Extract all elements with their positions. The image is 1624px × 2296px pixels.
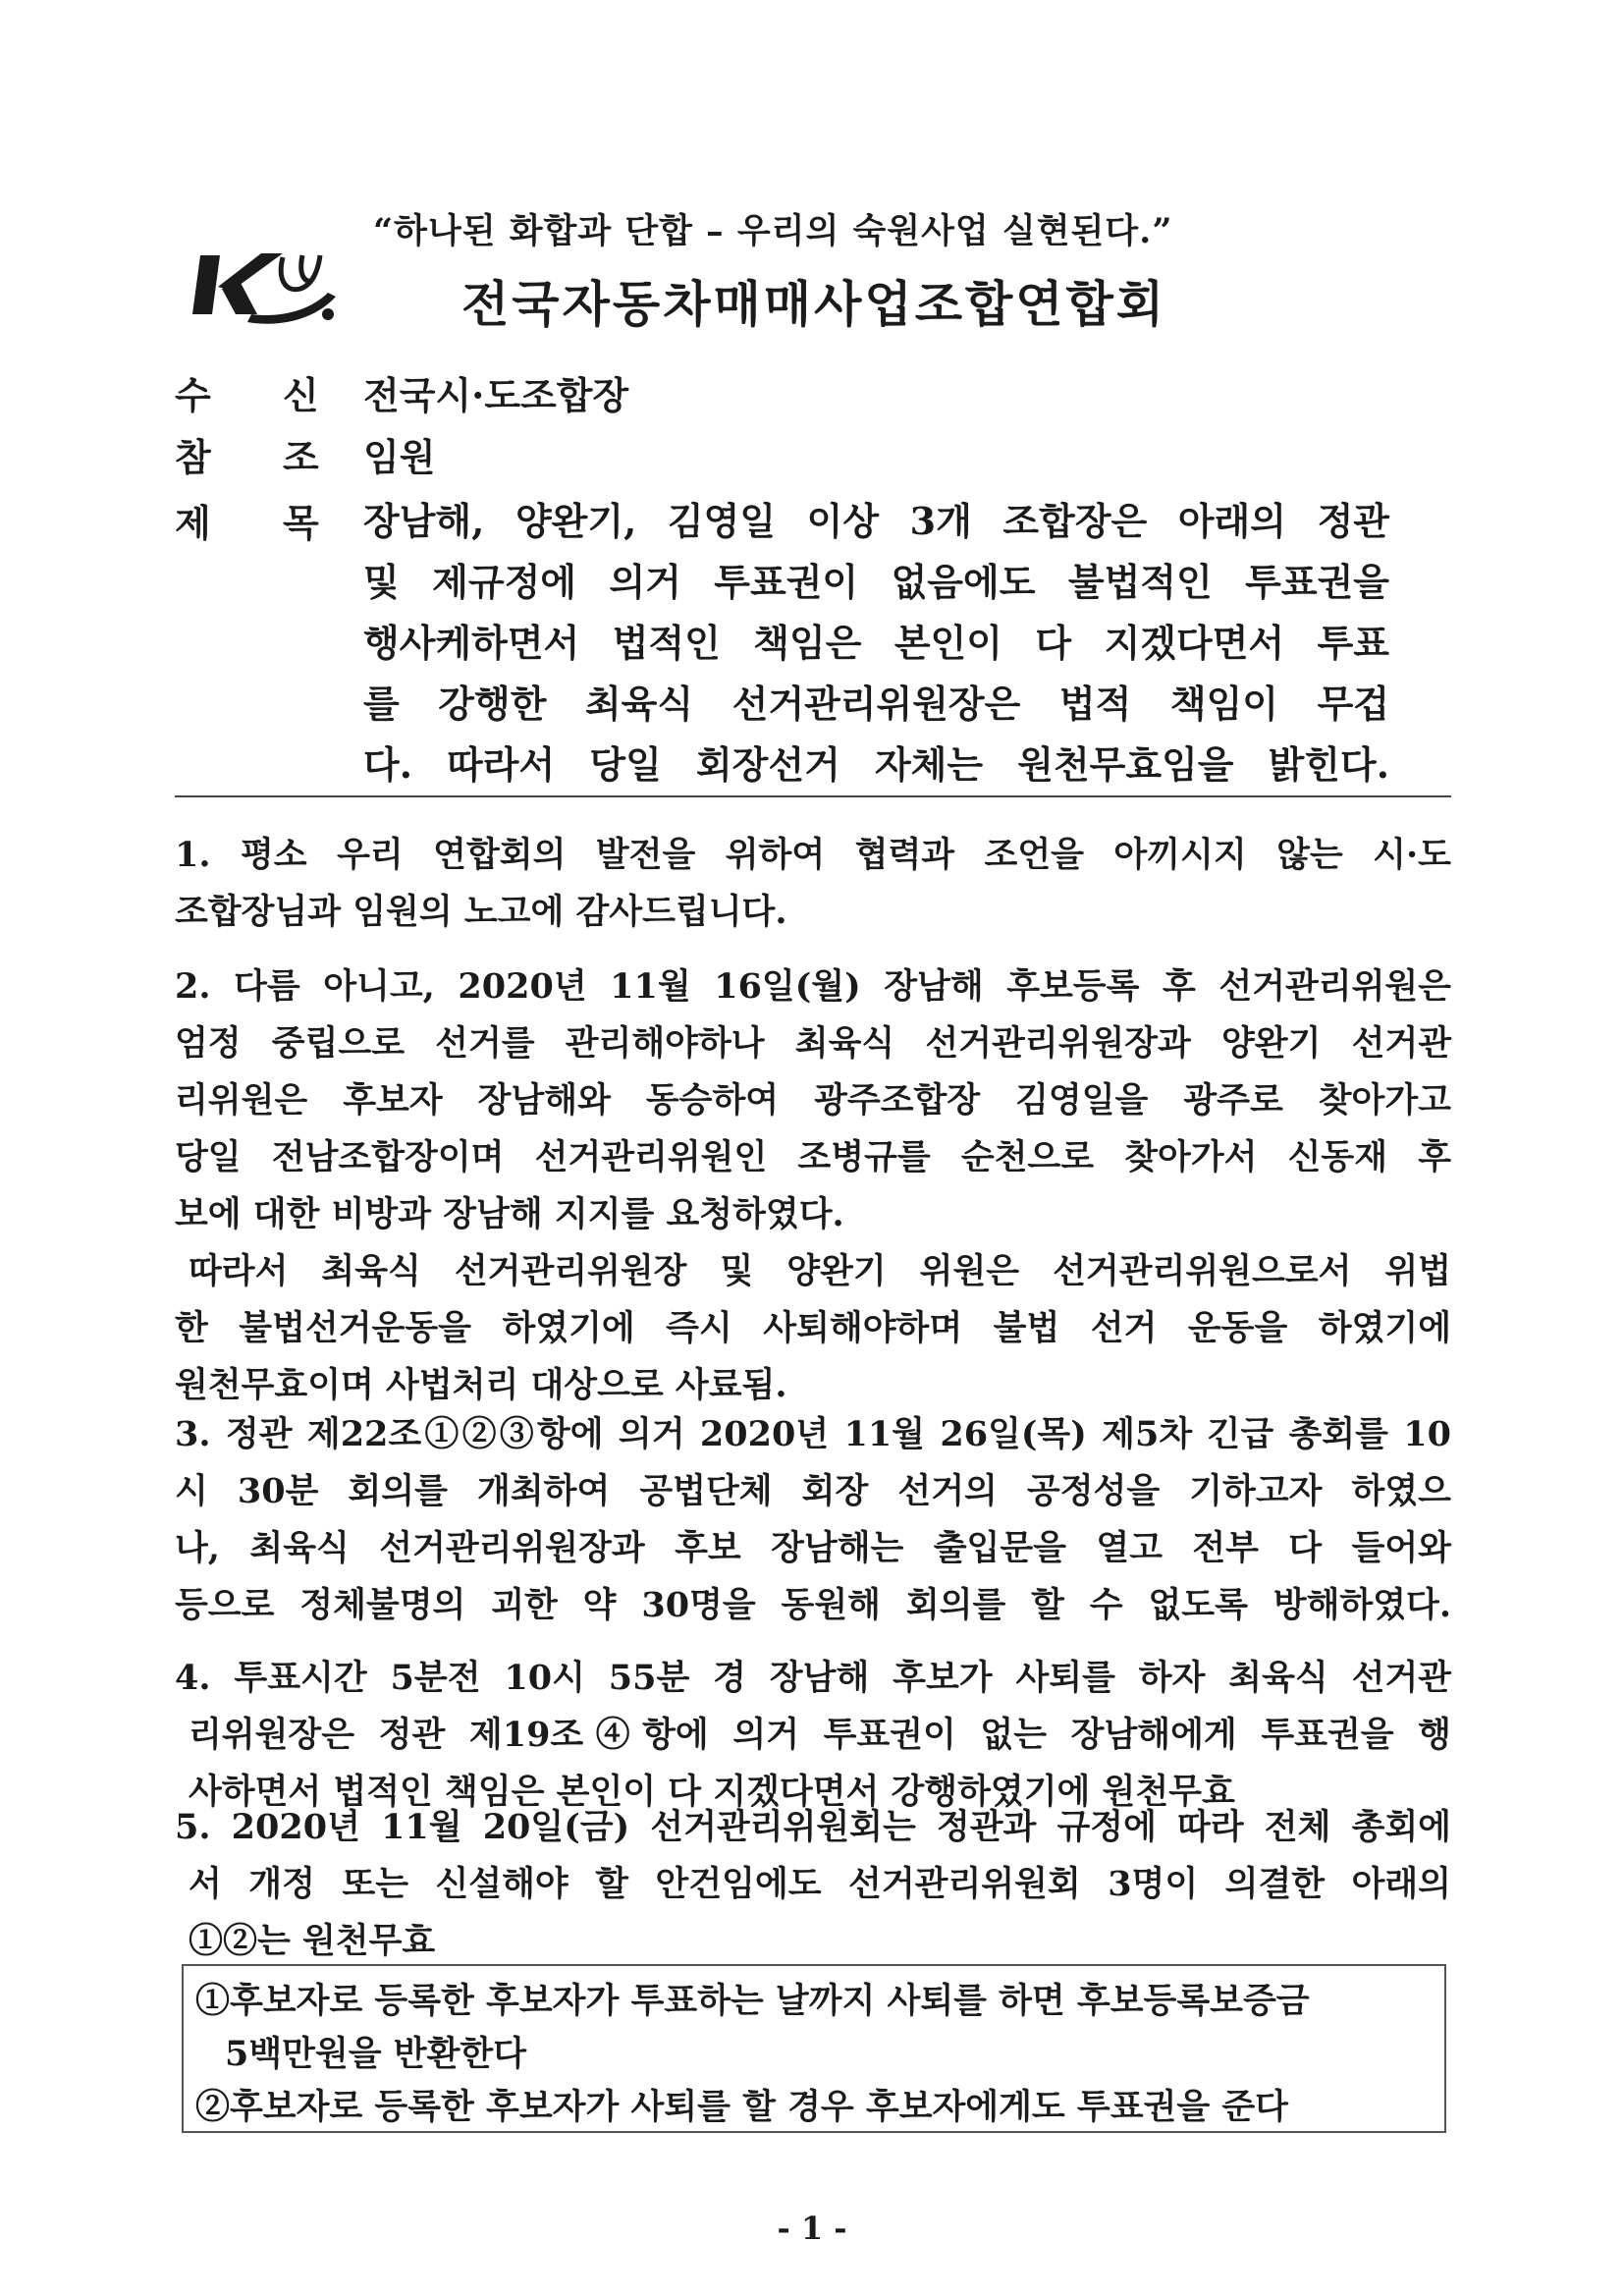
paragraph-line: 4. 투표시간 5분전 10시 55분 경 장남해 후보가 사퇴를 하자 최육식 선거관 — [175, 1658, 1451, 1698]
provisions-box — [182, 1964, 1446, 2133]
subject-line: 다. 따라서 당일 회장선거 자체는 원천무효임을 밝힌다. — [363, 742, 1389, 787]
slogan: “하나된 화합과 단합 – 우리의 숙원사업 실현된다.” — [373, 211, 1173, 251]
paragraph-line: 리위원은 후보자 장남해와 동승하여 광주조합장 김영일을 광주로 찾아가고 — [175, 1080, 1451, 1121]
provision-1-continued: 5백만원을 반환한다 — [225, 2034, 527, 2074]
paragraph-line: 5. 2020년 11월 20일(금) 선거관리위원회는 정관과 규정에 따라 전체 총회에 — [175, 1807, 1451, 1847]
provision-2: ②후보자로 등록한 후보자가 사퇴를 할 경우 후보자에게도 투표권을 준다 — [195, 2087, 1288, 2127]
paragraph-line: 한 불법선거운동을 하였기에 즉시 사퇴해야하며 불법 선거 운동을 하였기에 — [175, 1308, 1451, 1348]
provision-1: ①후보자로 등록한 후보자가 투표하는 날까지 사퇴를 하면 후보등록보증금 — [195, 1981, 1310, 2021]
reference-label: 참 조 — [175, 435, 349, 479]
subject-line: 장남해, 양완기, 김영일 이상 3개 조합장은 아래의 정관 — [363, 499, 1389, 543]
paragraph-line: 당일 전남조합장이며 선거관리위원인 조병규를 순천으로 찾아가서 신동재 후 — [175, 1137, 1451, 1177]
recipient-label: 수 신 — [175, 373, 349, 417]
divider — [175, 795, 1451, 797]
paragraph-1 — [175, 827, 1451, 941]
organization-name: 전국자동차매매사업조합연합회 — [461, 275, 1167, 333]
paragraph-line: 조합장님과 임원의 노고에 감사드립니다. — [175, 892, 787, 932]
page-number: - 1 - — [777, 2210, 847, 2247]
paragraph-line: ①②는 원천무효 — [189, 1921, 436, 1961]
paragraph-4 — [175, 1650, 1451, 1821]
paragraph-line: 3. 정관 제22조①②③항에 의거 2020년 11월 26일(목) 제5차 긴급 총회를 10 — [175, 1414, 1451, 1454]
paragraph-line: 사하면서 법적인 책임은 본인이 다 지겠다면서 강행하였기에 원천무효 — [189, 1772, 1235, 1812]
paragraph-line: 시 30분 회의를 개최하여 공법단체 회장 선거의 공정성을 기하고자 하였으 — [175, 1471, 1451, 1511]
paragraph-2 — [175, 958, 1451, 1414]
paragraph-line: 보에 대한 비방과 장남해 지지를 요청하였다. — [175, 1194, 844, 1234]
paragraph-line: 2. 다름 아니고, 2020년 11월 16일(월) 장남해 후보등록 후 선거관리위원은 — [175, 966, 1451, 1007]
paragraph-line: 서 개정 또는 신설해야 할 안건임에도 선거관리위원회 3명이 의결한 아래의 — [189, 1864, 1451, 1904]
reference-value: 임원 — [363, 435, 436, 479]
subject-text — [363, 491, 1389, 795]
paragraph-3 — [175, 1406, 1451, 1634]
subject-line: 를 강행한 최육식 선거관리위원장은 법적 책임이 무겁 — [363, 682, 1389, 726]
paragraph-line: 나, 최육식 선거관리위원장과 후보 장남해는 출입문을 열고 전부 다 들어와 — [175, 1528, 1451, 1568]
subject-label: 제 목 — [175, 501, 349, 545]
recipient-value: 전국시·도조합장 — [363, 373, 629, 417]
subject-line: 행사케하면서 법적인 책임은 본인이 다 지겠다면서 투표 — [363, 621, 1389, 665]
ku-logo — [192, 246, 340, 329]
paragraph-line: 엄정 중립으로 선거를 관리해야하나 최육식 선거관리위원장과 양완기 선거관 — [175, 1023, 1451, 1064]
paragraph-line: 원천무효이며 사법처리 대상으로 사료됨. — [175, 1365, 787, 1405]
paragraph-5 — [175, 1799, 1451, 1970]
paragraph-line: 따라서 최육식 선거관리위원장 및 양완기 위원은 선거관리위원으로서 위법 — [189, 1251, 1451, 1291]
paragraph-line: 리위원장은 정관 제19조④항에 의거 투표권이 없는 장남해에게 투표권을 행 — [189, 1715, 1451, 1755]
subject-line: 및 제규정에 의거 투표권이 없음에도 불법적인 투표권을 — [363, 560, 1389, 604]
paragraph-line: 등으로 정체불명의 괴한 약 30명을 동원해 회의를 할 수 없도록 방해하였다. — [175, 1585, 1451, 1625]
paragraph-line: 1. 평소 우리 연합회의 발전을 위하여 협력과 조언을 아끼시지 않는 시·도 — [175, 835, 1451, 875]
